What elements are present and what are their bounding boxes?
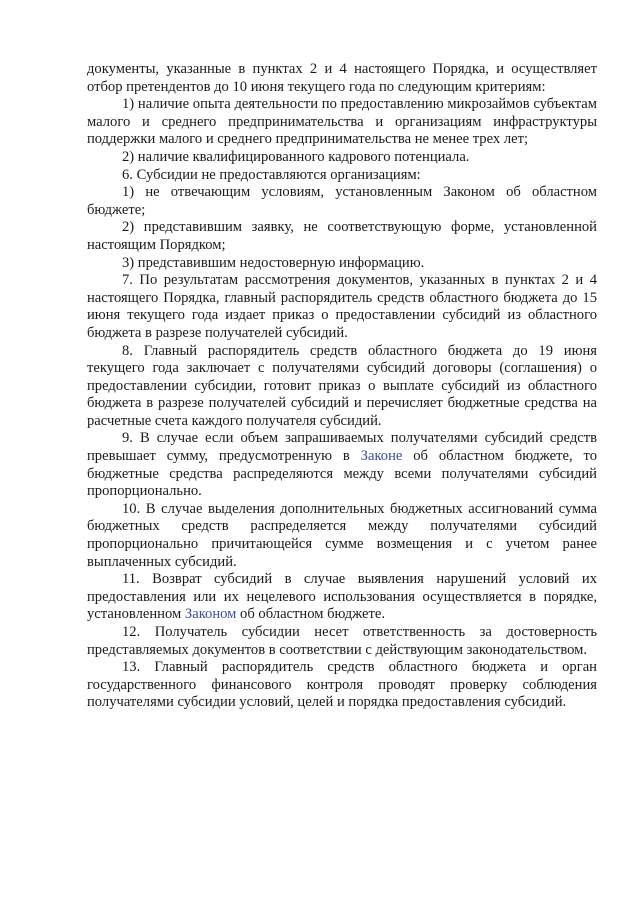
paragraph-text: 1) наличие опыта деятельности по предоставлению микрозаймов субъектам малого и среднего предпринимательства и организациям инфраструктуры поддержки малого и среднего предпринимательства не менее трех лет; bbox=[87, 96, 597, 148]
paragraph-p-cont bbox=[87, 61, 597, 96]
paragraph-text: документы, указанные в пунктах 2 и 4 настоящего Порядка, и осуществляет отбор претендентов до 10 июня текущего года по следующим критериям: bbox=[87, 61, 597, 95]
paragraph-text: 1) не отвечающим условиям, установленным Законом об областном бюджете; bbox=[87, 184, 597, 218]
paragraph-p-6 bbox=[87, 167, 597, 185]
paragraph-p-10 bbox=[87, 501, 597, 571]
paragraph-p-8 bbox=[87, 343, 597, 431]
paragraph-text: 3) представившим недостоверную информацию. bbox=[122, 254, 425, 271]
document-page bbox=[87, 61, 597, 712]
paragraph-text: 12. Получатель субсидии несет ответственность за достоверность представляемых документов в соответствии с действующим законодательством. bbox=[87, 624, 597, 658]
paragraph-text: 2) представившим заявку, не соответствующую форме, установленной настоящим Порядком; bbox=[87, 219, 597, 253]
paragraph-p-5-2 bbox=[87, 149, 597, 167]
paragraph-p-6-3 bbox=[87, 255, 597, 273]
paragraph-p-7 bbox=[87, 272, 597, 342]
paragraph-text: об областном бюджете, то бюджетные средства распределяются между всеми получателями субсидий пропорционально. bbox=[87, 448, 597, 500]
paragraph-text: 6. Субсидии не предоставляются организациям: bbox=[122, 166, 421, 183]
paragraph-text: 7. По результатам рассмотрения документов, указанных в пунктах 2 и 4 настоящего Порядка, главный распорядитель средств областного бюджета до 15 июня текущего года издает приказ о предоставлении субсидий из областного бюджета в разрезе получателей субсидий. bbox=[87, 272, 597, 341]
paragraph-text: 9. В случае если объем запрашиваемых получателями субсидий средств превышает сумму, предусмотренную в bbox=[87, 430, 597, 465]
paragraph-text: об областном бюджете. bbox=[236, 606, 385, 623]
paragraph-p-11 bbox=[87, 571, 597, 624]
paragraph-p-5-1 bbox=[87, 96, 597, 149]
paragraph-p-9 bbox=[87, 430, 597, 500]
law-link[interactable]: Законом bbox=[184, 606, 237, 623]
law-link[interactable]: Законе bbox=[360, 448, 403, 465]
paragraph-text: 13. Главный распорядитель средств областного бюджета и орган государственного финансового контроля проводят проверку соблюдения получателями субсидии условий, целей и порядка предоставления субсидий. bbox=[87, 659, 597, 711]
paragraph-p-6-1 bbox=[87, 184, 597, 219]
paragraph-text: 11. Возврат субсидий в случае выявления нарушений условий их предоставления или их нецелевого использования осуществляется в порядке, установленном bbox=[87, 571, 597, 623]
paragraph-text: 8. Главный распорядитель средств областного бюджета до 19 июня текущего года заключает с получателями субсидий договоры (соглашения) о предоставлении субсидии, готовит приказ о выплате субсидий из областного бюджета в разрезе получателей субсидий и перечисляет бюджетные средства на расчетные счета каждого получателя субсидий. bbox=[87, 342, 597, 429]
paragraph-p-12 bbox=[87, 624, 597, 659]
paragraph-text: 2) наличие квалифицированного кадрового потенциала. bbox=[122, 148, 470, 165]
paragraph-p-13 bbox=[87, 659, 597, 712]
paragraph-text: 10. В случае выделения дополнительных бюджетных ассигнований сумма бюджетных средств распределяется между получателями субсидий пропорционально причитающейся сумме возмещения и с учетом ранее выплаченных субсидий. bbox=[87, 500, 597, 570]
paragraph-p-6-2 bbox=[87, 219, 597, 254]
